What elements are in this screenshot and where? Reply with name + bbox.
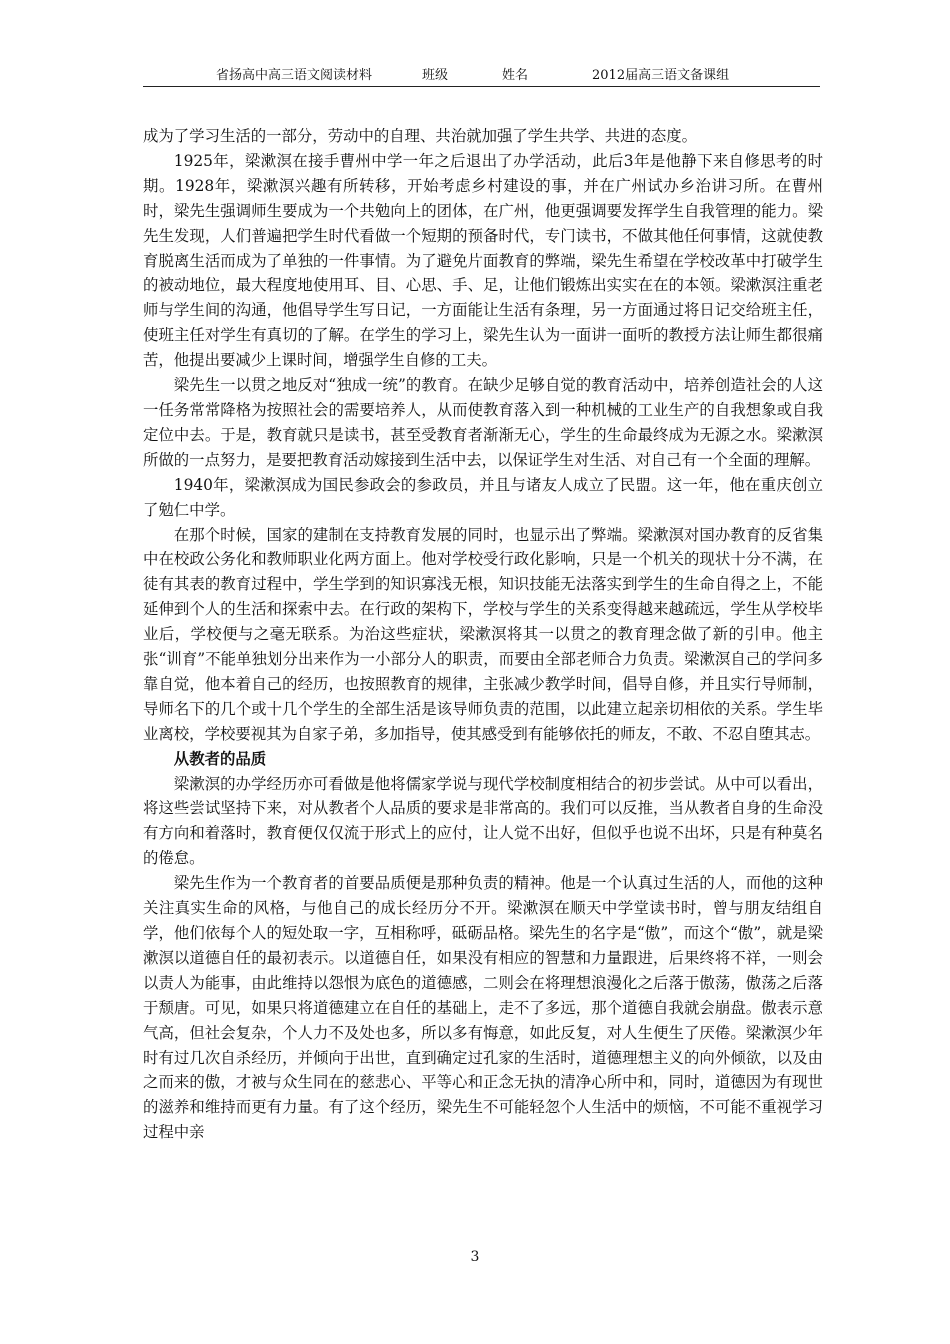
header-group: 2012届高三语文备课组 <box>592 68 730 83</box>
paragraph-continued: 成为了学习生活的一部分，劳动中的自理、共治就加强了学生共学、共进的态度。 <box>143 127 698 145</box>
paragraph-school-experience: 梁漱溟的办学经历亦可看做是他将儒家学说与现代学校制度相结合的初步尝试。从中可以看出，将这些尝试坚持下来，对从教者个人品质的要求是非常高的。我们可以反推，当从教者自身的生命没有方向和着落时，教育便仅仅流于形式上的应付，让人觉不出好，但似乎也说不出坏，只是有种莫名的倦怠。 <box>143 774 823 868</box>
section-heading: 从教者的品质 <box>173 749 267 768</box>
paragraph-responsibility: 梁先生作为一个教育者的首要品质便是那种负责的精神。他是一个认真过生活的人，而他的这种关注真实生命的风格，与他自己的成长经历分不开。梁漱溟在顺天中学堂读书时，曾与朋友结组自学，他们依每个人的短处取一字，互相称呼，砥砺品格。梁先生的名字是“傲”，而这个“傲”，就是梁漱溟以道德自任的最初表示。以道德自任，如果没有相应的智慧和力量跟进，后果终将不祥，一则会以责人为能事，由此维持以怨恨为底色的道德感，二则会在将理想浪漫化之后落于傲荡，傲荡之后落于颓唐。可见，如果只将道德建立在自任的基础上，走不了多远，那个道德自我就会崩盘。傲表示意气高，但社会复杂，个人力不及处也多，所以多有悔意，如此反复，对人生便生了厌倦。梁漱溟少年时有过几次自杀经历，并倾向于出世，直到确定过孔家的生活时，道德理想主义的向外倾欲，以及由之而来的傲，才被与众生同在的慈悲心、平等心和正念无执的清净心所中和，同时，道德因为有现世的滋养和维持而更有力量。有了这个经历，梁先生不可能轻忽个人生活中的烦恼，不可能不重视学习过程中亲 <box>143 874 823 1142</box>
paragraph-against-isolated-education: 梁先生一以贯之地反对“独成一统”的教育。在缺少足够自觉的教育活动中，培养创造社会的人这一任务常常降格为按照社会的需要培养人，从而使教育落入到一种机械的工业生产的自我想象或自我定位中去。于是，教育就只是读书，甚至受教育者渐渐无心，学生的生命最终成为无源之水。梁漱溟所做的一点努力，是要把教育活动嫁接到生活中去，以保证学生对生活、对自己有一个全面的理解。 <box>143 376 823 469</box>
page-number: 3 <box>470 1249 480 1265</box>
page-header <box>140 64 820 86</box>
header-divider <box>143 86 820 87</box>
paragraph-state-education: 在那个时候，国家的建制在支持教育发展的同时，也显示出了弊端。梁漱溟对国办教育的反省集中在校政公务化和教师职业化两方面上。他对学校受行政化影响，只是一个机关的现状十分不满，在徒有其表的教育过程中，学生学到的知识寡浅无根，知识技能无法落实到学生的生命自得之上，不能延伸到个人的生活和探索中去。在行政的架构下，学校与学生的关系变得越来越疏远，学生从学校毕业后，学校便与之毫无联系。为治这些症状，梁漱溟将其一以贯之的教育理念做了新的引申。他主张“训育”不能单独划分出来作为一小部分人的职责，而要由全部老师合力负责。梁漱溟自己的学问多靠自觉，他本着自己的经历，也按照教育的规律，主张减少教学时间，倡导自修，并且实行导师制，导师名下的几个或十几个学生的全部生活是该导师负责的范围，以此建立起亲切相依的关系。学生毕业离校，学校要视其为自家子弟，多加指导，使其感受到有能够依托的师友，不敢、不忍自堕其志。 <box>143 525 823 743</box>
paragraph-1940: 1940年，梁漱溟成为国民参政会的参政员，并且与诸友人成立了民盟。这一年，他在重庆创立了勉仁中学。 <box>143 475 823 519</box>
header-title: 省扬高中高三语文阅读材料 <box>216 68 373 83</box>
header-class-label: 班级 <box>422 68 449 83</box>
article-body <box>143 124 823 1145</box>
header-name-label: 姓名 <box>502 68 529 83</box>
paragraph-1925: 1925年，梁漱溟在接手曹州中学一年之后退出了办学活动，此后3年是他静下来自修思考的时期。1928年，梁漱溟兴趣有所转移，开始考虑乡村建设的事，并在广州试办乡治讲习所。在曹州时，梁先生强调师生要成为一个共勉向上的团体，在广州，他更强调要发挥学生自我管理的能力。梁先生发现，人们普遍把学生时代看做一个短期的预备时代，专门读书，不做其他任何事情，这就使教育脱离生活而成为了单独的一件事情。为了避免片面教育的弊端，梁先生希望在学校改革中打破学生的被动地位，最大程度地使用耳、目、心思、手、足，让他们锻炼出实实在在的本领。梁漱溟注重老师与学生间的沟通，他倡导学生写日记，一方面能让生活有条理，另一方面通过将日记交给班主任，使班主任对学生有真切的了解。在学生的学习上，梁先生认为一面讲一面听的教授方法让师生都很痛苦，他提出要减少上课时间，增强学生自修的工夫。 <box>143 151 823 370</box>
